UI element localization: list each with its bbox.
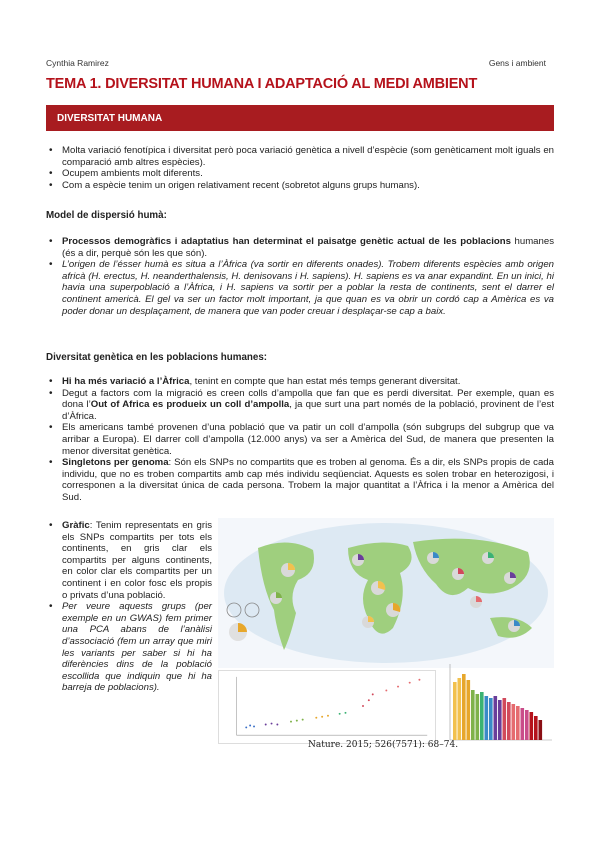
list-item	[46, 236, 554, 259]
nature-figure	[218, 518, 554, 750]
list-item	[46, 601, 212, 694]
list-item	[46, 457, 554, 503]
diversity-block	[46, 376, 554, 504]
list-item: • Molta variació fenotípica i diversitat però poca variació genètica a nivell d’espècie (som genèticament molt iguals en comparació amb altres espècies).	[46, 145, 554, 168]
list-item: • Ocupem ambients molt diferents.	[46, 168, 554, 180]
header-author: Cynthia Ramirez	[46, 58, 109, 68]
diversity-heading: Diversitat genètica en les poblacions humanes:	[46, 352, 268, 363]
figure-caption: Nature. 2015; 526(7571): 68–74.	[308, 740, 459, 750]
div-i5-rest: : Tenim representats en gris els SNPs compartits per tots els continents, en gris clar els compartits per alguns continents, en color clar els compartits per un continent i en color fosc els propis o privats d’una població.	[62, 520, 212, 601]
list-item: • Com a espècie tenim un origen relativament recent (sobretot alguns grups humans).	[46, 180, 554, 192]
list-item: • Els americans també provenen d’una població que va patir un coll d’ampolla (són subgrups del subgrup que va arribar a Europa). El darrer coll d’ampolla (12.000 anys) va ser a Amèrica del Sud, de manera que presenten la menor diversitat genètica.	[46, 422, 554, 457]
singletons-bar-chart-figure	[440, 660, 554, 750]
list-item	[46, 376, 554, 388]
div-i4-bold: Singletons per genoma	[62, 457, 169, 469]
div-i1-bold: Hi ha més variació a l’Àfrica	[62, 376, 190, 387]
model-item2: L’origen de l’ésser humà es situa a l’Àfrica (va sortir en diferents onades). Trobem diferents espècies amb origen africà (H. erectus, H. neanderthalensis, H. denisovans i H. sapiens). H. sapiens es va anar expandint. En un inici, hi havia una superpoblació a l’Àfrica, i H. sapiens va sortir per a poblar la resta de continents, sent el darrer el continent americà. El gel va ser un factor molt important, ja que quan es va obrir un cordó cap a Amèrica es va poder donar un desplaçament, de manera que van poder creuar i desplaçar-se cap a baix.	[62, 259, 554, 317]
div-i5-bold: Gràfic	[62, 520, 90, 531]
div-i6: Per veure aquests grups (per exemple en un GWAS) fem primer una PCA abans de l’anàlisi d’associació (fem un array que miri les variants per saber si hi ha diferències dins de la població escollida que indiquin que hi ha barreja de poblacions).	[62, 601, 212, 694]
list-item	[46, 520, 212, 601]
model-item1-bold: Processos demogràfics i adaptatius han determinat el paisatge genètic actual de les poblacions	[62, 236, 511, 247]
header-subject: Gens i ambient	[488, 58, 546, 68]
div-i2-post: , ja que surt una part només de la població, provinent de l’est d’Àfrica.	[62, 399, 554, 422]
model-heading: Model de dispersió humà:	[46, 210, 167, 221]
section-heading: DIVERSITAT HUMANA	[46, 105, 554, 131]
model-block	[46, 236, 554, 317]
list-item	[46, 259, 554, 317]
div-i2-bold: Out of Africa es produeix un coll d’ampolla	[90, 399, 290, 411]
model-item1-rest: humanes (és a dir, perquè són les que són).	[62, 236, 554, 259]
figure-side-text	[46, 520, 212, 694]
world-map-pie-figure	[218, 518, 554, 668]
list-item	[46, 388, 554, 423]
div-i2-pre: Degut a factors com la migració es creen colls d’ampolla que fan que es perdi diversitat. Per exemple, quan es dona l’	[62, 387, 554, 411]
div-i1-rest: , tenint en compte que han estat més temps generant diversitat.	[189, 376, 461, 387]
intro-block	[46, 145, 554, 191]
div-i4-rest: : Són els SNPs no compartits que es troben al genoma. És a dir, els SNPs propis de cada individu, que no es troben compartits amb cap més individu seqüenciat. Aquests es solen trobar en heterozigosi, i corresponen a la diversitat única de cada persona. Trobem la major quantitat a l’Àfrica i la menor a Amèrica del Sud.	[62, 457, 554, 503]
page-title: TEMA 1. DIVERSITAT HUMANA I ADAPTACIÓ AL MEDI AMBIENT	[46, 76, 478, 92]
pca-scatter-figure	[218, 670, 436, 744]
